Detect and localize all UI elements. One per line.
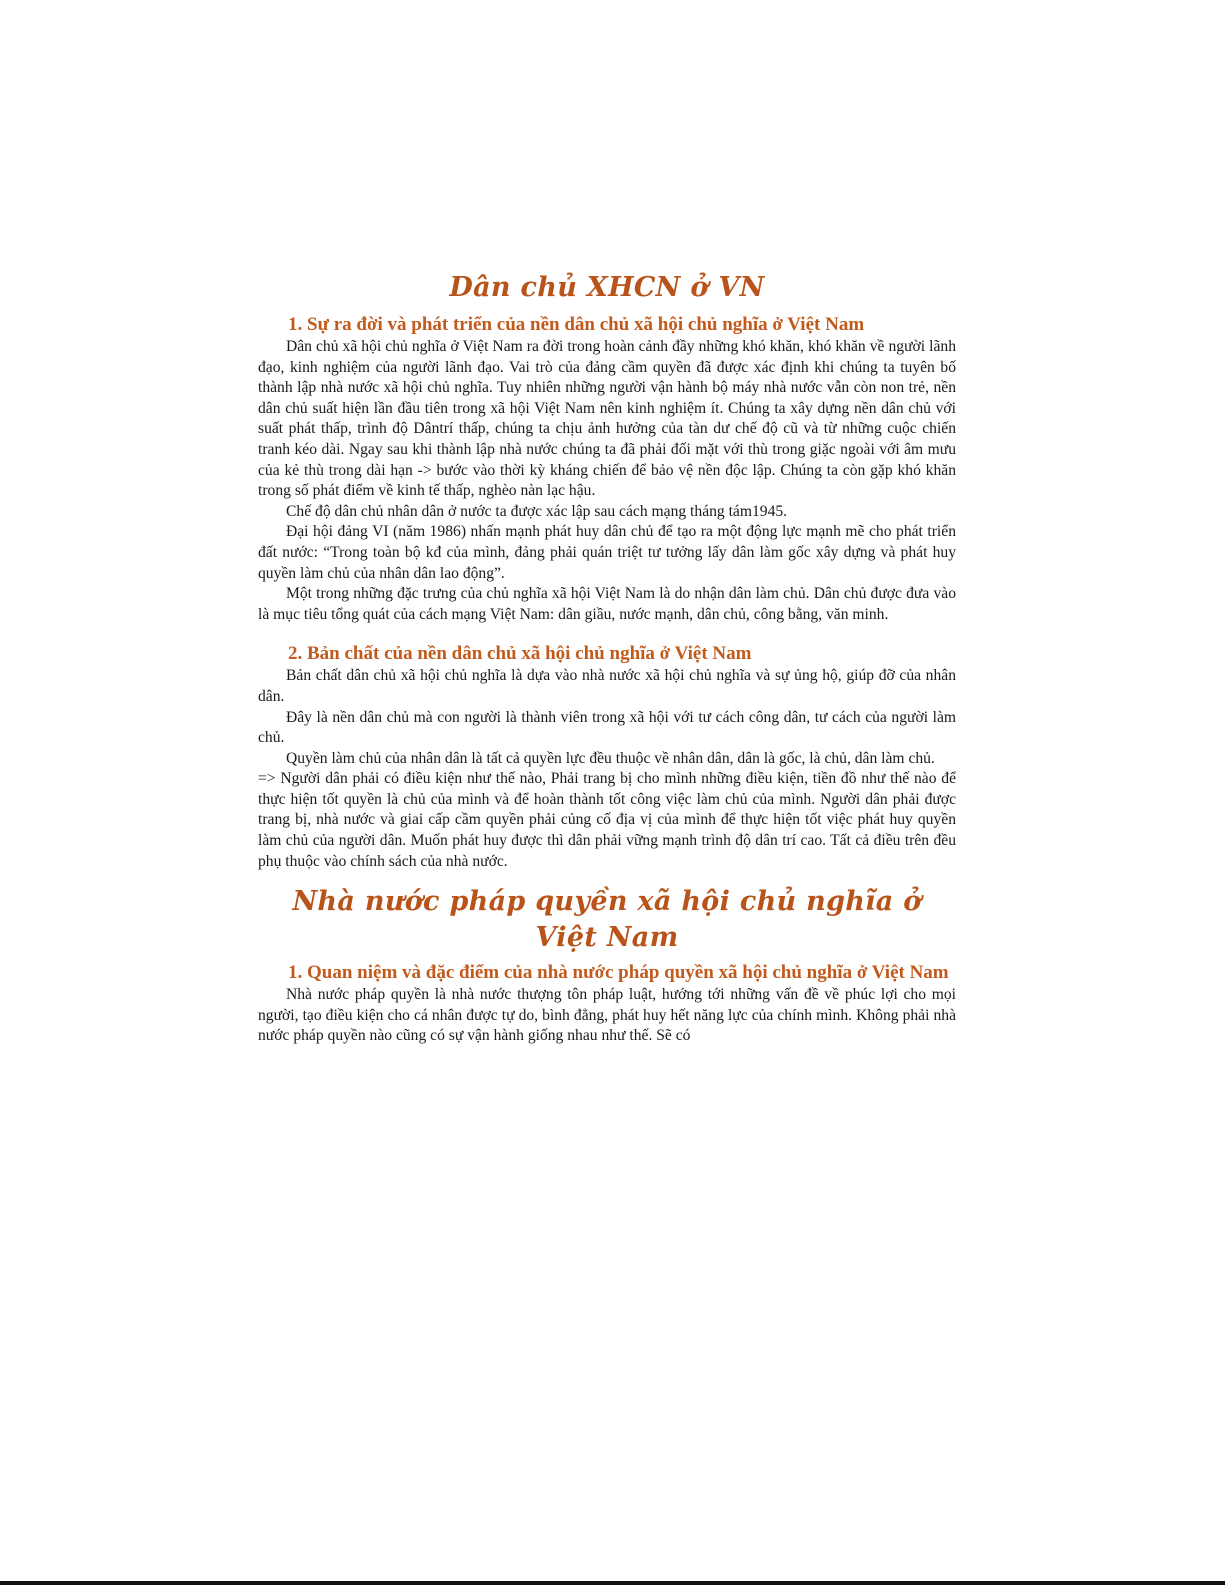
document-title-2: Nhà nước pháp quyền xã hội chủ nghĩa ở Việt Nam: [292, 886, 922, 954]
paragraph: Quyền làm chủ của nhân dân là tất cả quyền lực đều thuộc về nhân dân, dân là gốc, là chủ, dân làm chủ.: [286, 749, 935, 767]
section-heading-origin: 1. Sự ra đời và phát triển của nền dân chủ xã hội chủ nghĩa ở Việt Nam: [288, 314, 865, 335]
conclusion-paragraph: => Người dân phải có điều kiện như thế nào, Phải trang bị cho mình những điều kiện, tiền đồ như thế nào để thực hiện tốt quyền là chủ của mình và để hoàn thành tốt công việc làm chủ của mình. Người dân phải được trang bị, nhà nước và giai cấp cầm quyền phải củng cố địa vị của mình để thực hiện tốt việc phát huy quyền làm chủ của người dân. Muốn phát huy được thì dân phải vững mạnh trình độ dân trí cao. Tất cả điều trên đều phụ thuộc vào chính sách của nhà nước.: [258, 770, 956, 870]
section-heading-nature: 2. Bản chất của nền dân chủ xã hội chủ nghĩa ở Việt Nam: [288, 643, 752, 665]
page-content: [258, 270, 956, 1047]
paragraph: Một trong những đặc trưng của chủ nghĩa xã hội Việt Nam là do nhận dân làm chủ. Dân chủ được đưa vào là mục tiêu tổng quát của cách mạng Việt Nam: dân giầu, nước mạnh, dân chủ, công bằng, văn minh.: [258, 585, 956, 623]
paragraph: Chế độ dân chủ nhân dân ở nước ta được xác lập sau cách mạng tháng tám1945.: [286, 502, 788, 520]
section-heading-rule-of-law: 1. Quan niệm và đặc điểm của nhà nước pháp quyền xã hội chủ nghĩa ở Việt Nam: [288, 962, 949, 984]
paragraph: Bản chất dân chủ xã hội chủ nghĩa là dựa vào nhà nước xã hội chủ nghĩa và sự ủng hộ, giúp đỡ của nhân dân.: [258, 667, 956, 705]
paragraph: Nhà nước pháp quyền là nhà nước thượng tôn pháp luật, hướng tới những vấn đề về phúc lợi cho mọi người, tạo điều kiện cho cá nhân được tự do, bình đẳng, phát huy hết năng lực của chính mình. Không phải nhà nước pháp quyền nào cũng có sự vận hành giống nhau như thế. Sẽ có: [258, 986, 956, 1045]
paragraph: Dân chủ xã hội chủ nghĩa ở Việt Nam ra đời trong hoàn cảnh đầy những khó khăn, khó khăn về người lãnh đạo, kinh nghiệm của người lãnh đạo. Vai trò của đảng cầm quyền đã được xác định khi chúng ta tuyên bố thành lập nhà nước xã hội chủ nghĩa. Tuy nhiên những người vận hành bộ máy nhà nước vẫn còn non trẻ, nền dân chủ suất hiện lần đầu tiên trong xã hội Việt Nam nên kinh nghiệm ít. Chúng ta xây dựng nền dân chủ với suất phát thấp, trình độ Dântrí thấp, chúng ta chịu ảnh hưởng của tàn dư chế độ cũ và từ những cuộc chiến tranh kéo dài. Ngay sau khi thành lập nhà nước chúng ta đã phải đối mặt với thù trong giặc ngoài với âm mưu của kẻ thù trong dài hạn -> bước vào thời kỳ kháng chiến để bảo vệ nền độc lập. Chúng ta còn gặp khó khăn trong số phát điểm về kinh tế thấp, nghèo nàn lạc hậu.: [258, 338, 956, 500]
paragraph: Đây là nền dân chủ mà con người là thành viên trong xã hội với tư cách công dân, tư cách của người làm chủ.: [258, 708, 956, 747]
document-title: Dân chủ XHCN ở VN: [449, 272, 765, 303]
paragraph: Đại hội đảng VI (năm 1986) nhấn mạnh phát huy dân chủ để tạo ra một động lực mạnh mẽ cho phát triển đất nước: “Trong toàn bộ kđ của mình, đảng phải quán triệt tư tưởng lấy dân làm gốc xây dựng và phát huy quyền làm chủ của nhân dân lao động”.: [258, 523, 956, 582]
page-bottom-border: [0, 1581, 1225, 1585]
